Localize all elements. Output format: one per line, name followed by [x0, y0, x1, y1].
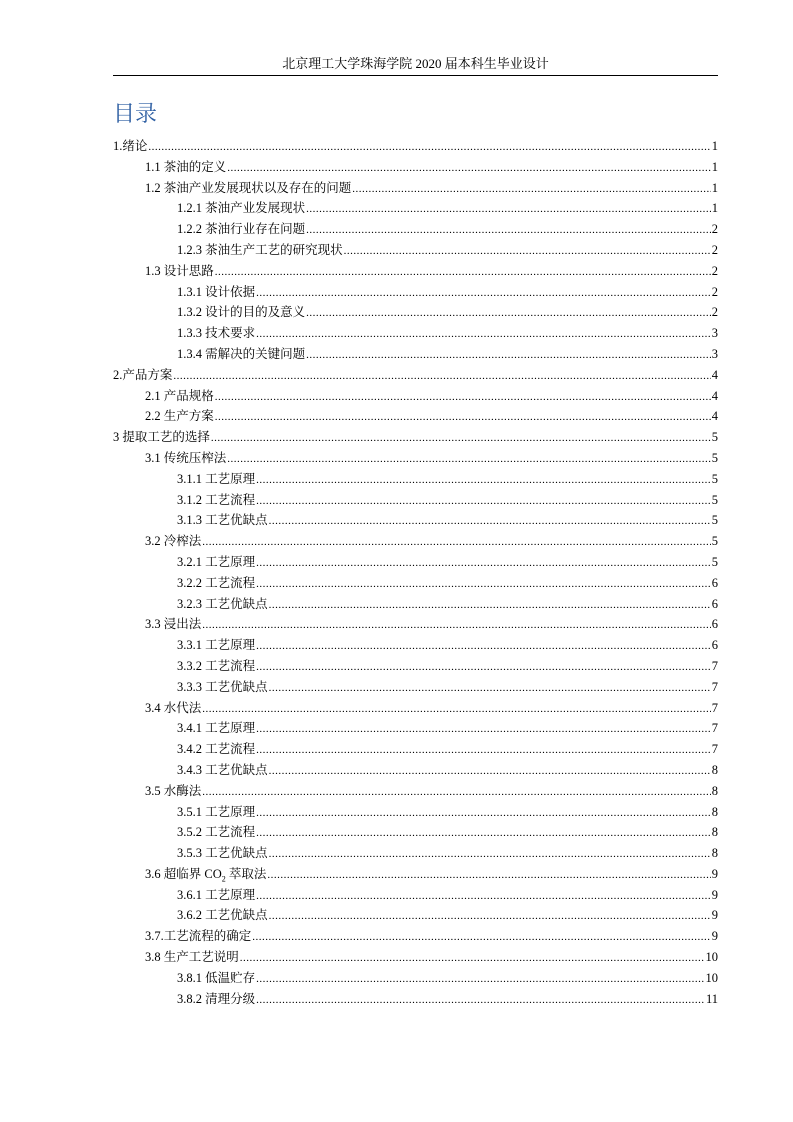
toc-entry-page-number: 9 [711, 866, 718, 881]
toc-entry-page-number: 8 [711, 762, 718, 777]
dot-leader [202, 532, 710, 553]
toc-entry-label: 3.6 超临界 $CO_2$ 萃取法 [145, 866, 267, 884]
toc-entry-page-number: 7 [711, 742, 718, 757]
toc-entry-label: 3.8 生产工艺说明 [145, 950, 239, 965]
toc-entry-page-number: 9 [711, 929, 718, 944]
toc-entry-page-number: 7 [711, 658, 718, 673]
toc-entry-page-number: 7 [711, 700, 718, 715]
toc-entry[interactable] [113, 635, 718, 656]
toc-entry[interactable] [113, 448, 718, 469]
toc-entry-page-number: 8 [711, 846, 718, 861]
toc-entry[interactable] [113, 261, 718, 282]
toc-entry[interactable] [113, 531, 718, 552]
toc-entry-page-number: 2 [711, 222, 718, 237]
toc-entry-label: 3.1.2 工艺流程 [177, 492, 256, 507]
toc-entry-label: 1.3.1 设计依据 [177, 284, 256, 299]
toc-entry[interactable] [113, 614, 718, 635]
toc-entry-page-number: 5 [711, 534, 718, 549]
toc-entry-label: 3.8.2 清理分级 [177, 991, 256, 1006]
toc-entry[interactable] [113, 157, 718, 178]
toc-entry-page-number: 1 [711, 180, 718, 195]
toc-entry[interactable] [113, 344, 718, 365]
toc-entry-page-number: 5 [711, 471, 718, 486]
subscript: 2 [221, 874, 226, 884]
toc-entry-label: 1.2.3 茶油生产工艺的研究现状 [177, 242, 343, 257]
toc-entry-page-number: 10 [705, 950, 718, 965]
toc-entry-label: 3.1 传统压榨法 [145, 450, 227, 465]
toc-entry-page-number: 5 [711, 492, 718, 507]
dot-leader [306, 220, 711, 241]
toc-entry-page-number: 4 [711, 388, 718, 403]
toc-entry-label: 1.2.1 茶油产业发展现状 [177, 201, 306, 216]
header-rule [113, 75, 718, 76]
toc-entry-label: 1.3.2 设计的目的及意义 [177, 305, 306, 320]
toc-entry-label: 2.2 生产方案 [145, 409, 214, 424]
toc-entry-page-number: 11 [705, 991, 718, 1006]
dot-leader [227, 449, 710, 470]
toc-entry-label: 3.3.1 工艺原理 [177, 638, 256, 653]
dot-leader [269, 678, 711, 699]
toc-entry-label: 2.产品方案 [113, 367, 173, 382]
toc-entry-page-number: 10 [705, 970, 718, 985]
toc-entry-page-number: 6 [711, 596, 718, 611]
toc-entry-page-number: 7 [711, 721, 718, 736]
dot-leader [256, 969, 704, 990]
toc-entry[interactable] [113, 968, 718, 989]
dot-leader [202, 782, 710, 803]
toc-entry[interactable] [113, 136, 718, 157]
toc-entry-label: 3.8.1 低温贮存 [177, 970, 256, 985]
dot-leader [267, 865, 710, 886]
dot-leader [256, 823, 711, 844]
toc-entry-page-number: 3 [711, 346, 718, 361]
toc-entry-label: 3.4.1 工艺原理 [177, 721, 256, 736]
toc-entry-label: 1.3 设计思路 [145, 263, 214, 278]
toc-entry-label: 1.3.3 技术要求 [177, 326, 256, 341]
toc-entry-label: 3 提取工艺的选择 [113, 430, 210, 445]
toc-entry[interactable] [113, 406, 718, 427]
toc-entry-label: 3.5 水酶法 [145, 783, 202, 798]
dot-leader [256, 470, 711, 491]
toc-entry[interactable] [113, 926, 718, 947]
toc-entry-label: 2.1 产品规格 [145, 388, 214, 403]
dot-leader [306, 345, 711, 366]
toc-entry-label: 3.2 冷榨法 [145, 534, 202, 549]
dot-leader [269, 511, 711, 532]
dot-leader [256, 283, 711, 304]
toc-entry-page-number: 2 [711, 284, 718, 299]
toc-entry[interactable] [113, 989, 718, 1010]
toc-entry-label: 1.绪论 [113, 139, 148, 153]
toc-entry-label: 1.2 茶油产业发展现状以及存在的问题 [145, 180, 352, 195]
toc-entry[interactable] [113, 905, 718, 926]
toc-entry-label: 3.4 水代法 [145, 700, 202, 715]
toc-entry[interactable] [113, 323, 718, 344]
toc-entry-page-number: 8 [711, 783, 718, 798]
dot-leader [256, 740, 711, 761]
toc-entry-label: 1.2.2 茶油行业存在问题 [177, 222, 306, 237]
toc-entry[interactable] [113, 739, 718, 760]
toc-entry[interactable] [113, 240, 718, 261]
dot-leader [306, 199, 711, 220]
toc-entry-label: 3.5.1 工艺原理 [177, 804, 256, 819]
dot-leader [256, 574, 711, 595]
toc-entry-page-number: 8 [711, 804, 718, 819]
dot-leader [352, 179, 710, 200]
toc-entry-label: 3.6.1 工艺原理 [177, 887, 256, 902]
toc-entry[interactable] [113, 594, 718, 615]
toc-entry[interactable] [113, 760, 718, 781]
dot-leader [269, 595, 711, 616]
toc-entry-page-number: 8 [711, 825, 718, 840]
dot-leader [211, 428, 711, 449]
dot-leader [269, 761, 711, 782]
toc-entry-page-number: 7 [711, 679, 718, 694]
toc-entry[interactable] [113, 219, 718, 240]
dot-leader [227, 158, 710, 179]
toc-entry[interactable] [113, 843, 718, 864]
toc-entry[interactable] [113, 718, 718, 739]
dot-leader [215, 387, 711, 408]
toc-entry-label: 3.3 浸出法 [145, 617, 202, 632]
dot-leader [269, 844, 711, 865]
toc-entry[interactable] [113, 510, 718, 531]
toc-entry-label: 3.2.2 工艺流程 [177, 575, 256, 590]
dot-leader [240, 948, 705, 969]
toc-entry-label: 3.4.2 工艺流程 [177, 742, 256, 757]
toc-entry[interactable] [113, 864, 718, 885]
toc-entry-label: 3.7.工艺流程的确定 [145, 929, 252, 944]
dot-leader [306, 303, 711, 324]
toc-entry-label: 3.5.2 工艺流程 [177, 825, 256, 840]
toc-entry-label: 3.6.2 工艺优缺点 [177, 908, 268, 923]
toc-entry[interactable] [113, 386, 718, 407]
toc-title: 目录 [113, 101, 158, 126]
toc-entry[interactable] [113, 573, 718, 594]
toc-entry[interactable] [113, 282, 718, 303]
toc-entry-label: 3.5.3 工艺优缺点 [177, 846, 268, 861]
toc-entry[interactable] [113, 469, 718, 490]
toc-entry[interactable] [113, 302, 718, 323]
toc-entry[interactable] [113, 552, 718, 573]
toc-entry-page-number: 6 [711, 575, 718, 590]
toc-entry-page-number: 4 [711, 367, 718, 382]
toc-entry[interactable] [113, 178, 718, 199]
toc-entry-page-number: 2 [711, 263, 718, 278]
dot-leader [269, 906, 711, 927]
toc-entry-label: 3.3.3 工艺优缺点 [177, 679, 268, 694]
dot-leader [256, 553, 711, 574]
toc-entry[interactable] [113, 365, 718, 386]
toc-entry-page-number: 5 [711, 513, 718, 528]
toc-entry-page-number: 2 [711, 305, 718, 320]
dot-leader [202, 699, 710, 720]
toc-entry-page-number: 5 [711, 554, 718, 569]
dot-leader [256, 886, 711, 907]
toc-entry[interactable] [113, 490, 718, 511]
toc-entry[interactable] [113, 781, 718, 802]
page-header: 北京理工大学珠海学院 2020 届本科生毕业设计 [282, 56, 549, 71]
table-of-contents [113, 136, 718, 1009]
toc-entry[interactable] [113, 802, 718, 823]
toc-entry-page-number: 6 [711, 617, 718, 632]
dot-leader [173, 366, 710, 387]
dot-leader [202, 615, 710, 636]
toc-entry-label: 1.1 茶油的定义 [145, 159, 227, 174]
dot-leader [344, 241, 711, 262]
toc-entry[interactable] [113, 656, 718, 677]
toc-entry-page-number: 9 [711, 887, 718, 902]
dot-leader [252, 927, 710, 948]
dot-leader [215, 262, 711, 283]
toc-entry-label: 3.1.3 工艺优缺点 [177, 513, 268, 528]
toc-entry-page-number: 9 [711, 908, 718, 923]
toc-entry-page-number: 2 [711, 242, 718, 257]
toc-entry[interactable] [113, 198, 718, 219]
dot-leader [256, 636, 711, 657]
dot-leader [256, 719, 711, 740]
toc-entry-page-number: 5 [711, 430, 718, 445]
toc-entry-label: 3.4.3 工艺优缺点 [177, 762, 268, 777]
dot-leader [215, 407, 711, 428]
toc-entry[interactable] [113, 698, 718, 719]
toc-entry-label: 3.2.1 工艺原理 [177, 554, 256, 569]
toc-entry-page-number: 1 [711, 201, 718, 216]
toc-entry[interactable] [113, 947, 718, 968]
toc-entry-label: 3.2.3 工艺优缺点 [177, 596, 268, 611]
toc-entry[interactable] [113, 822, 718, 843]
dot-leader [256, 657, 711, 678]
toc-entry-label: 3.1.1 工艺原理 [177, 471, 256, 486]
toc-entry-page-number: 3 [711, 326, 718, 341]
toc-entry[interactable] [113, 427, 718, 448]
toc-entry-label: 3.3.2 工艺流程 [177, 658, 256, 673]
dot-leader [256, 324, 711, 345]
dot-leader [148, 137, 710, 158]
toc-entry[interactable] [113, 885, 718, 906]
toc-entry-page-number: 5 [711, 450, 718, 465]
dot-leader [256, 803, 711, 824]
dot-leader [256, 990, 705, 1011]
toc-entry-page-number: 1 [711, 139, 718, 153]
toc-entry-label: 1.3.4 需解决的关键问题 [177, 346, 306, 361]
toc-entry-page-number: 4 [711, 409, 718, 424]
toc-entry-page-number: 6 [711, 638, 718, 653]
toc-entry[interactable] [113, 677, 718, 698]
toc-entry-page-number: 1 [711, 159, 718, 174]
dot-leader [256, 491, 711, 512]
